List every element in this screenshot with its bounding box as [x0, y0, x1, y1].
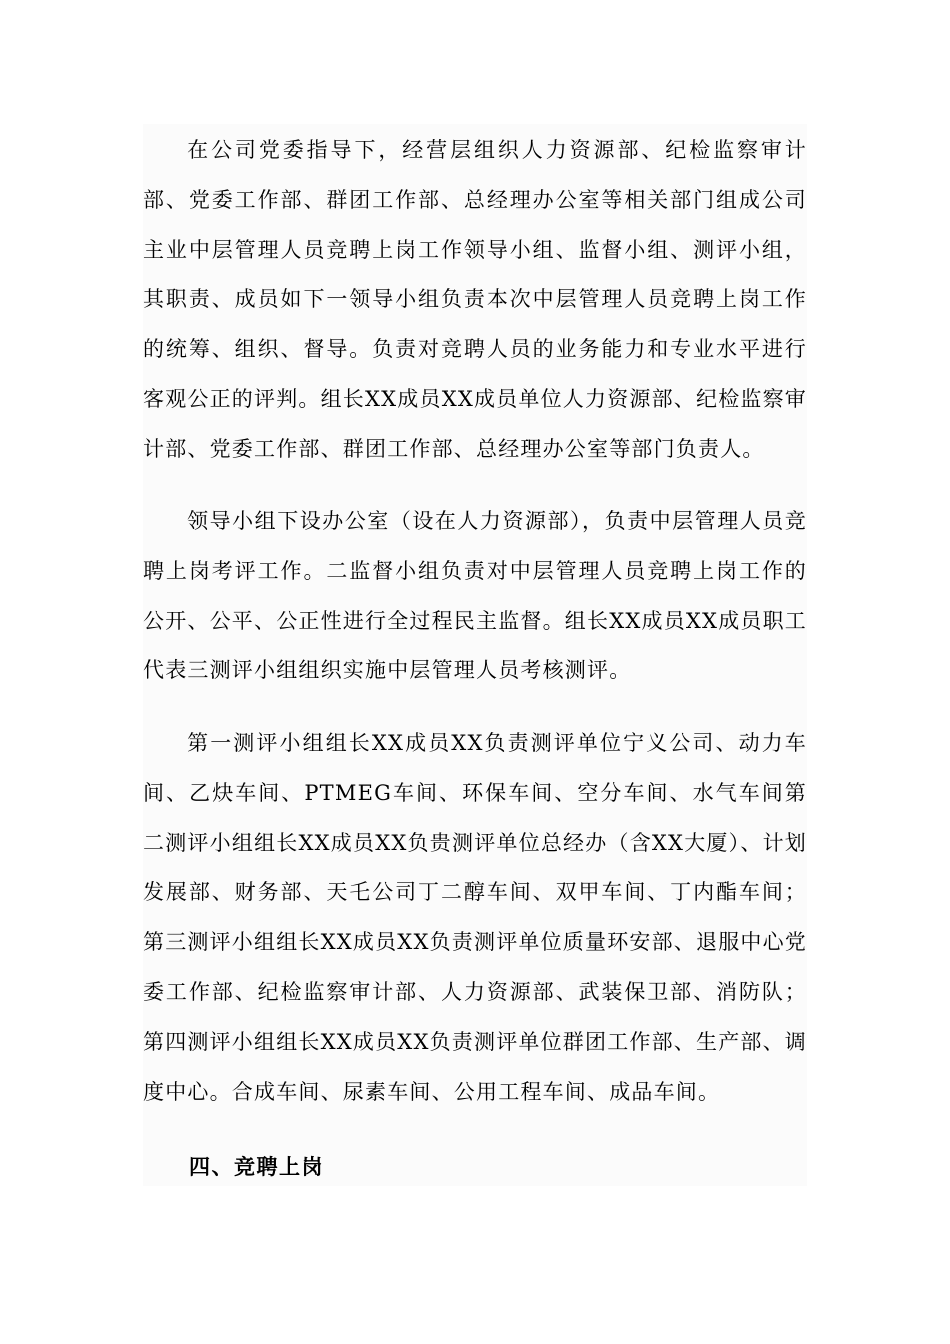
section-heading: 四、竞聘上岗: [189, 1154, 324, 1179]
paragraph-evaluation-groups: 第一测评小组组长XX成员XX负责测评单位宁义公司、动力车间、乙炔车间、PTMEG车间、环保车间、空分车间、水气车间第二测评小组组长XX成员XX负贵测评单位总经办（含XX大厦）、计划发展部、财务部、天乇公司丁二醇车间、双甲车间、丁内酯车间；第三测评小组组长XX成员XX负责测评单位质量环安部、退服中心党委工作部、纪检监察审计部、人力资源部、武装保卫部、消防队；第四测评小组组长XX成员XX负责测评单位群团工作部、生产部、调度中心。合成车间、尿素车间、公用工程车间、成品车间。: [143, 731, 807, 1104]
paragraph-office-supervision: 领导小组下设办公室（设在人力资源部），负责中层管理人员竞聘上岗考评工作。二监督小组负责对中层管理人员竞聘上岗工作的公开、公平、公正性进行全过程民主监督。组长XX成员XX成员职工代表三测评小组组织实施中层管理人员考核测评。: [143, 509, 807, 683]
document-body: [143, 124, 807, 1186]
paragraph-leading-groups: 在公司党委指导下，经营层组织人力资源部、纪检监察审计部、党委工作部、群团工作部、总经理办公室等相关部门组成公司主业中层管理人员竞聘上岗工作领导小组、监督小组、测评小组，其职责、成员如下一领导小组负责本次中层管理人员竞聘上岗工作的统筹、组织、督导。负责对竞聘人员的业务能力和专业水平进行客观公正的评判。组长XX成员XX成员单位人力资源部、纪检监察审计部、党委工作部、群团工作部、总经理办公室等部门负责人。: [143, 138, 807, 461]
